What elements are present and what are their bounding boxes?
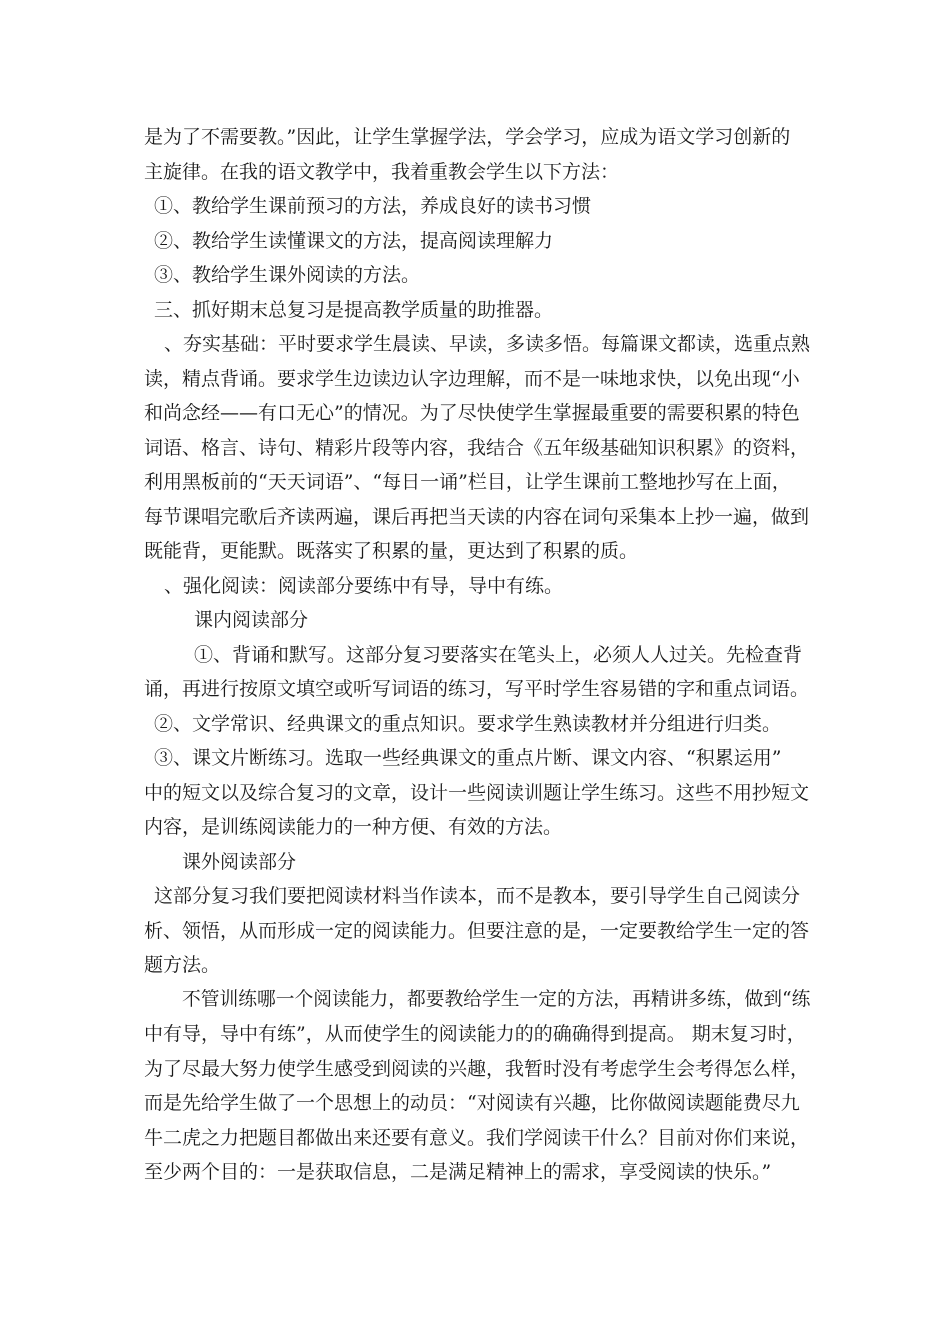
text-line: 和尚念经——有口无心”的情况。为了尽快使学生掌握最重要的需要积累的特色 bbox=[144, 402, 800, 424]
text-line: 析、领悟，从而形成一定的阅读能力。但要注意的是，一定要教给学生一定的答 bbox=[144, 919, 810, 942]
text-line: 不管训练哪一个阅读能力，都要教给学生一定的方法，再精讲多练，做到“练 bbox=[182, 988, 811, 1010]
text-line: 内容，是训练阅读能力的一种方便、有效的方法。 bbox=[144, 816, 563, 838]
text-line: 诵，再进行按原文填空或听写词语的练习，写平时学生容易错的字和重点词语。 bbox=[144, 678, 810, 700]
text-line: 这部分复习我们要把阅读材料当作读本，而不是教本，要引导学生自己阅读分 bbox=[154, 885, 801, 907]
text-line: 、夯实基础：平时要求学生晨读、早读，多读多悟。每篇课文都读，选重点熟 bbox=[164, 333, 811, 355]
text-line: 而是先给学生做了一个思想上的动员：“对阅读有兴趣，比你做阅读题能费尽九 bbox=[144, 1092, 800, 1114]
subsection-heading: 课外阅读部分 bbox=[182, 850, 297, 873]
text-line: 利用黑板前的“天天词语”、“每日一诵”栏目，让学生课前工整地抄写在上面， bbox=[144, 471, 791, 493]
list-item: ②、教给学生读懂课文的方法，提高阅读理解力 bbox=[154, 229, 554, 252]
text-line: 每节课唱完歌后齐读两遍，课后再把当天读的内容在词句采集本上抄一遍，做到 bbox=[144, 505, 810, 528]
text-line: ①、背诵和默写。这部分复习要落实在笔头上，必须人人过关。先检查背 bbox=[194, 643, 803, 666]
text-line: ②、文学常识、经典课文的重点知识。要求学生熟读教材并分组进行归类。 bbox=[154, 712, 782, 735]
text-line: 是为了不需要教。”因此，让学生掌握学法，学会学习，应成为语文学习创新的 bbox=[144, 126, 791, 148]
list-item: ③、教给学生课外阅读的方法。 bbox=[154, 264, 421, 286]
text-line: 中有导，导中有练”，从而使学生的阅读能力的的确确得到提高。 期末复习时， bbox=[144, 1023, 806, 1045]
text-line: 为了尽最大努力使学生感受到阅读的兴趣，我暂时没有考虑学生会考得怎么样， bbox=[144, 1057, 810, 1080]
text-line: 、强化阅读：阅读部分要练中有导，导中有练。 bbox=[164, 574, 564, 597]
text-line: 词语、格言、诗句、精彩片段等内容，我结合《五年级基础知识积累》的资料， bbox=[144, 436, 810, 459]
list-item: ①、教给学生课前预习的方法，养成良好的读书习惯 bbox=[154, 195, 592, 217]
text-line: ③、课文片断练习。选取一些经典课文的重点片断、课文内容、“积累运用” bbox=[154, 747, 782, 769]
section-heading: 三、抓好期末总复习是提高教学质量的助推器。 bbox=[154, 298, 554, 321]
text-line: 题方法。 bbox=[144, 954, 221, 976]
text-line: 既能背，更能默。既落实了积累的量，更达到了积累的质。 bbox=[144, 540, 639, 562]
text-line: 至少两个目的：一是获取信息，二是满足精神上的需求，享受阅读的快乐。” bbox=[144, 1161, 772, 1183]
text-line: 主旋律。在我的语文教学中，我着重教会学生以下方法： bbox=[144, 160, 620, 183]
text-line: 读，精点背诵。要求学生边读边认字边理解，而不是一味地求快，以免出现“小 bbox=[144, 367, 800, 390]
document-body bbox=[144, 120, 812, 1190]
text-line: 中的短文以及综合复习的文章，设计一些阅读训题让学生练习。这些不用抄短文 bbox=[144, 781, 810, 804]
subsection-heading: 课内阅读部分 bbox=[194, 609, 309, 631]
text-line: 牛二虎之力把题目都做出来还要有意义。我们学阅读干什么？目前对你们来说， bbox=[144, 1126, 810, 1149]
